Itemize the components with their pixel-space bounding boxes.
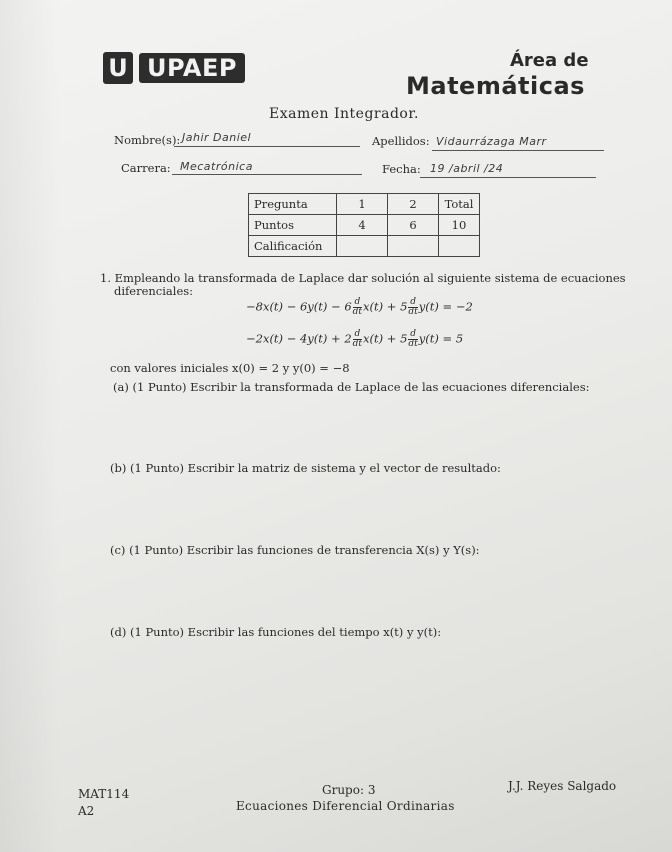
- group: Grupo: 3: [322, 783, 376, 797]
- frac-den: dt: [408, 339, 418, 349]
- frac-den: dt: [352, 339, 363, 349]
- eq2-part-c: y(t) = 5: [418, 331, 464, 346]
- score-cell: 2: [388, 194, 439, 215]
- date-value[interactable]: 19 /abril /24: [430, 162, 504, 175]
- upaep-logo: [103, 51, 245, 85]
- equation-1: [246, 298, 473, 317]
- derivative-fraction: [408, 330, 417, 349]
- score-cell: Puntos: [249, 215, 337, 236]
- score-points-row: [249, 215, 480, 236]
- derivative-fraction: [408, 298, 417, 317]
- initial-conditions: con valores iniciales x(0) = 2 y y(0) = −8: [110, 361, 350, 375]
- frac-num: d: [354, 329, 361, 339]
- frac-num: d: [410, 329, 416, 339]
- logo-mark: U: [103, 52, 133, 84]
- course-name: Ecuaciones Diferencial Ordinarias: [236, 799, 455, 813]
- question-intro-cont: diferenciales:: [114, 284, 194, 298]
- derivative-fraction: [353, 330, 362, 349]
- date-label: Fecha:: [382, 162, 421, 176]
- area-name: Matemáticas: [406, 72, 585, 100]
- part-c: (c) (1 Punto) Escribir las funciones de transferencia X(s) y Y(s):: [110, 543, 480, 557]
- eq1-part-b: x(t) + 5: [363, 299, 408, 314]
- frac-den: dt: [352, 307, 363, 317]
- area-label: Área de: [510, 50, 589, 71]
- score-cell: 10: [439, 215, 480, 236]
- part-d: (d) (1 Punto) Escribir las funciones del tiempo x(t) y y(t):: [110, 625, 442, 639]
- score-grade-row: [249, 236, 480, 257]
- exam-title: Examen Integrador.: [269, 106, 419, 122]
- equation-2: [246, 330, 463, 349]
- career-value[interactable]: Mecatrónica: [180, 160, 253, 173]
- score-cell[interactable]: [337, 236, 388, 257]
- date-underline: [420, 177, 596, 178]
- score-header-row: [249, 194, 480, 215]
- logo-text: UPAEP: [139, 53, 245, 83]
- score-cell: Pregunta: [249, 194, 337, 215]
- score-table: [248, 193, 480, 257]
- section: A2: [78, 804, 95, 818]
- part-b: (b) (1 Punto) Escribir la matriz de sistema y el vector de resultado:: [110, 461, 501, 475]
- lastname-label: Apellidos:: [372, 134, 430, 148]
- course-code: MAT114: [78, 787, 130, 801]
- lastname-value[interactable]: Vidaurrázaga Marr: [436, 135, 547, 148]
- career-underline: [172, 174, 362, 175]
- score-cell: 1: [337, 194, 388, 215]
- eq1-part-a: −8x(t) − 6y(t) − 6: [246, 299, 352, 314]
- paper-shadow: [0, 0, 60, 852]
- name-value[interactable]: Jahir Daniel: [182, 131, 252, 144]
- frac-num: d: [354, 297, 361, 307]
- name-underline: [174, 146, 360, 147]
- question-intro: 1. Empleando la transformada de Laplace dar solución al siguiente sistema de ecuaciones: [100, 271, 626, 285]
- derivative-fraction: [353, 298, 362, 317]
- score-cell[interactable]: [388, 236, 439, 257]
- career-label: Carrera:: [121, 161, 171, 175]
- score-cell[interactable]: [439, 236, 480, 257]
- eq2-part-a: −2x(t) − 4y(t) + 2: [246, 331, 352, 346]
- score-cell: 4: [337, 215, 388, 236]
- name-label: Nombre(s):: [114, 133, 181, 147]
- professor: J.J. Reyes Salgado: [508, 779, 617, 793]
- eq2-part-b: x(t) + 5: [363, 331, 408, 346]
- frac-num: d: [410, 297, 416, 307]
- part-a: (a) (1 Punto) Escribir la transformada de Laplace de las ecuaciones diferenciales:: [113, 380, 590, 394]
- lastname-underline: [432, 150, 604, 151]
- score-cell: Calificación: [249, 236, 337, 257]
- eq1-part-c: y(t) = −2: [418, 299, 473, 314]
- score-cell: 6: [388, 215, 439, 236]
- score-cell: Total: [439, 194, 480, 215]
- frac-den: dt: [408, 307, 418, 317]
